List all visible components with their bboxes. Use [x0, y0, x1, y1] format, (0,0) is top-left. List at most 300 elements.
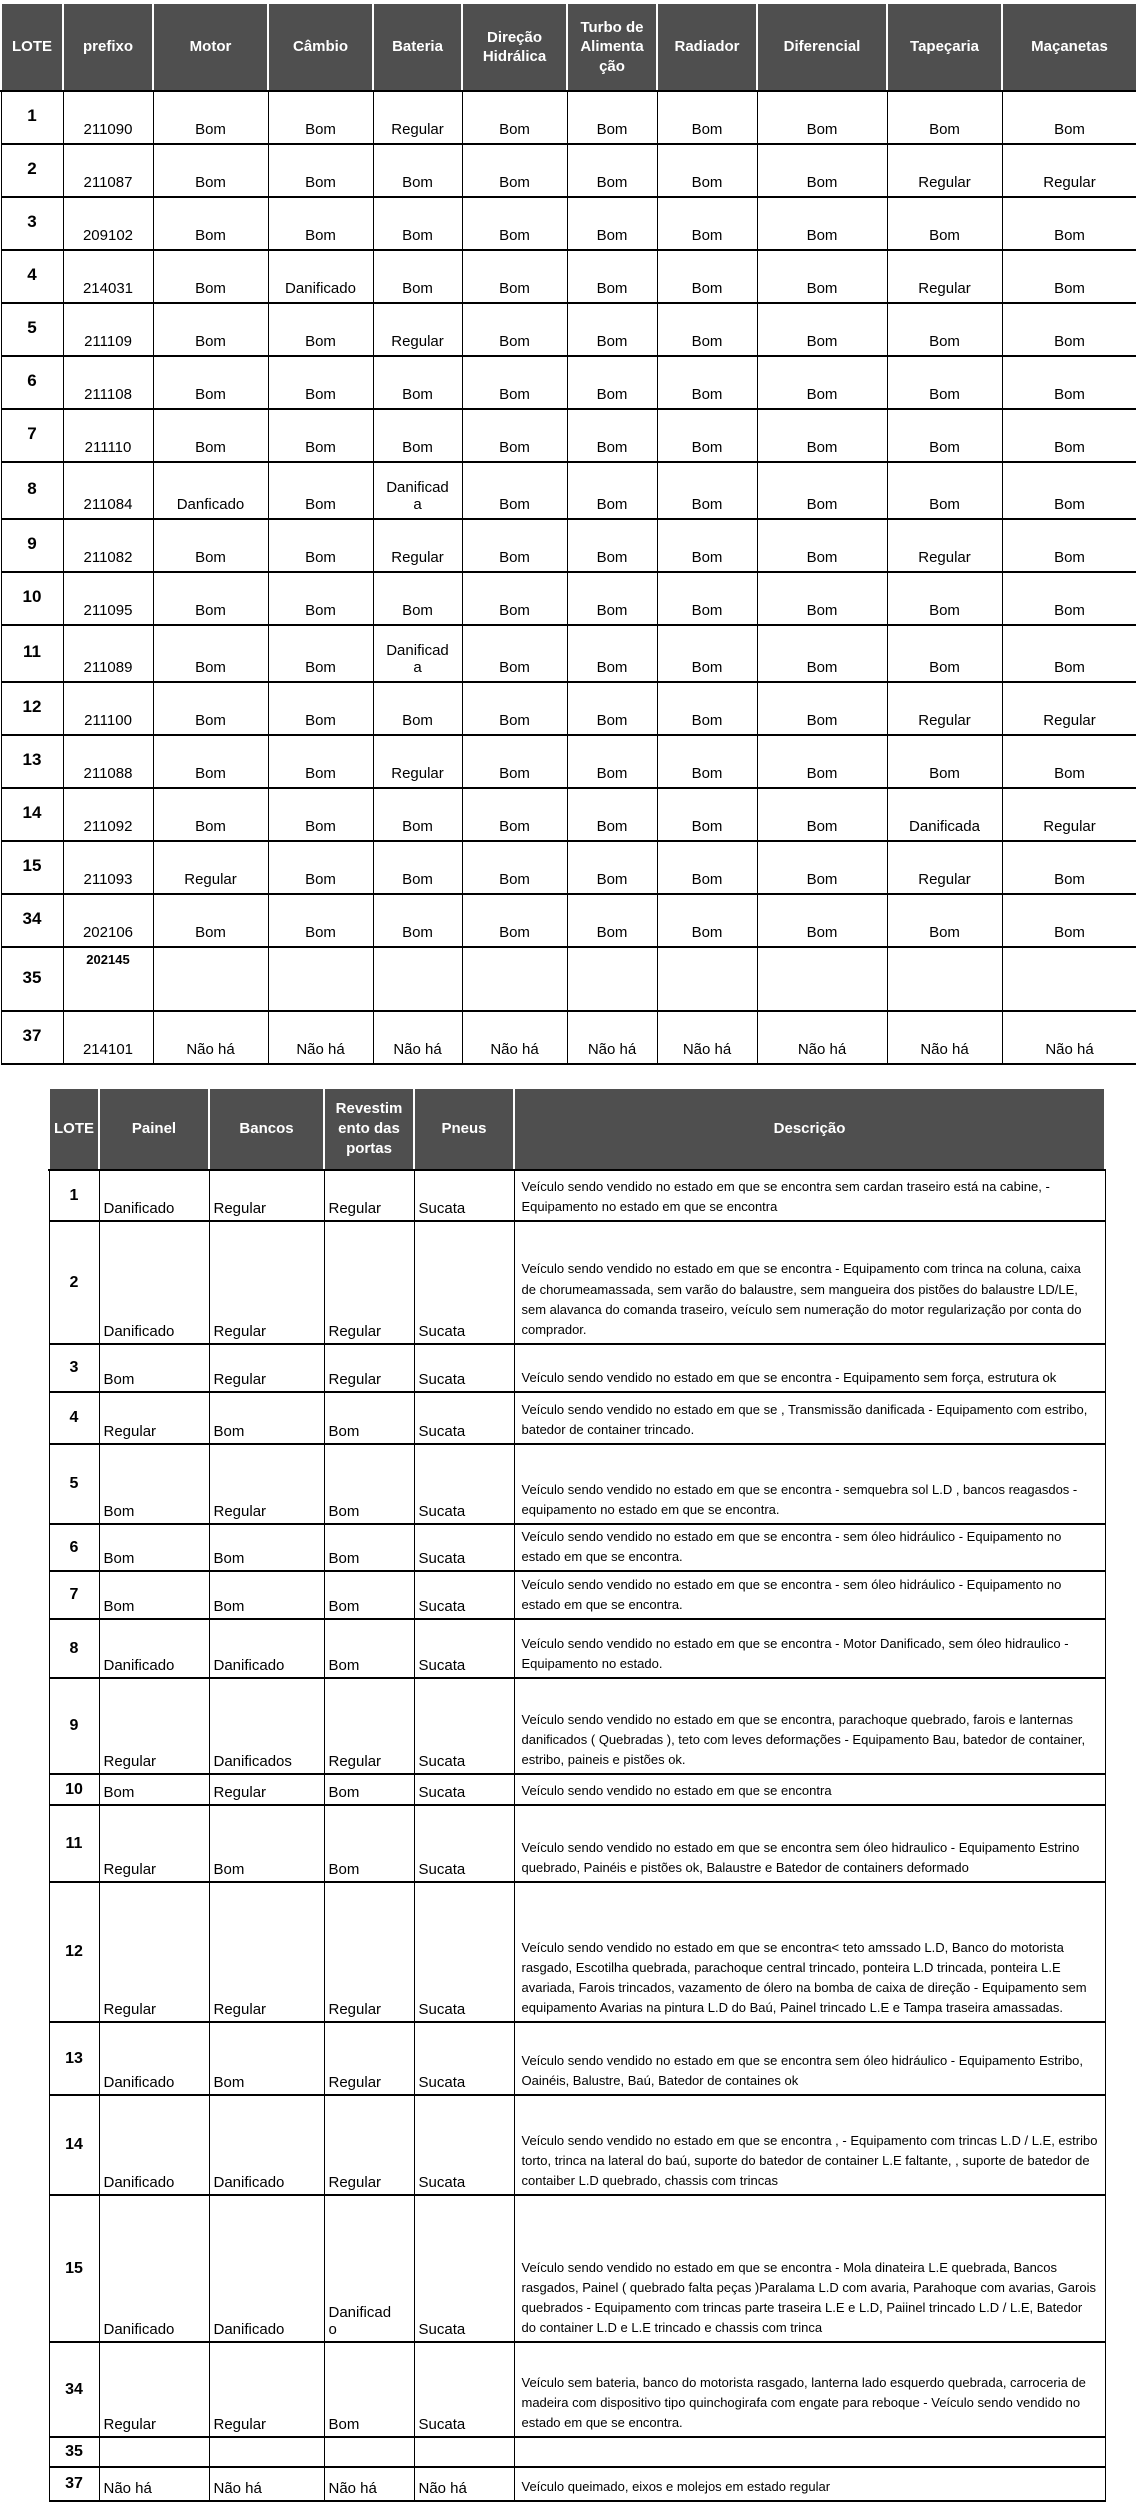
interior-condition-cell: Não há [99, 2467, 209, 2501]
mech-condition-cell: Danficado [153, 462, 268, 519]
mech-condition-cell: 214031 [63, 250, 153, 303]
interior-condition-cell: Sucata [414, 2342, 514, 2437]
mech-condition-cell: Bom [567, 409, 657, 462]
mech-condition-cell: Regular [373, 735, 462, 788]
mech-condition-cell: Bom [757, 519, 887, 572]
lote-number: 9 [1, 519, 63, 572]
mech-condition-cell: Não há [757, 1011, 887, 1064]
mech-condition-cell: Regular [887, 250, 1002, 303]
interior-condition-cell: Regular [324, 1678, 414, 1774]
mech-condition-cell: Bom [462, 409, 567, 462]
vehicle-lots-condition-report [0, 2, 1136, 2502]
lote-number: 7 [49, 1571, 99, 1619]
mech-table-row [1, 572, 1136, 625]
mech-condition-cell: Regular [373, 303, 462, 356]
lote-number: 15 [49, 2195, 99, 2342]
lote-number: 3 [49, 1344, 99, 1392]
mech-condition-cell: Bom [657, 144, 757, 197]
interior-condition-cell: Bom [324, 1444, 414, 1524]
mech-condition-cell: Bom [462, 462, 567, 519]
interior-condition-cell: Sucata [414, 1805, 514, 1882]
mech-col-header-3: Câmbio [268, 3, 373, 91]
mech-table-row [1, 625, 1136, 682]
interior-condition-cell: Sucata [414, 1524, 514, 1571]
interior-condition-cell: Bom [324, 1619, 414, 1678]
lote-number: 11 [1, 625, 63, 682]
lote-number: 34 [49, 2342, 99, 2437]
mech-condition-cell: Bom [462, 356, 567, 409]
interior-condition-cell: Regular [99, 1678, 209, 1774]
interior-condition-cell [414, 2437, 514, 2467]
interior-condition-cell: Bom [209, 1571, 324, 1619]
interior-condition-cell: Bom [99, 1444, 209, 1524]
mech-condition-cell: 211108 [63, 356, 153, 409]
interior-condition-cell: Danificado [99, 1170, 209, 1221]
mech-condition-cell: Bom [657, 462, 757, 519]
mech-condition-cell: Bom [373, 894, 462, 947]
mech-col-header-7: Radiador [657, 3, 757, 91]
mech-condition-cell: Bom [1002, 91, 1136, 144]
mech-condition-cell: Bom [567, 197, 657, 250]
mech-condition-cell: Bom [567, 356, 657, 409]
lote-number: 5 [1, 303, 63, 356]
mech-condition-cell: Bom [1002, 625, 1136, 682]
mech-table-row [1, 303, 1136, 356]
mech-condition-cell: Bom [757, 735, 887, 788]
mech-condition-cell: Bom [268, 841, 373, 894]
interior-condition-cell: Regular [209, 1774, 324, 1805]
mech-condition-cell: Bom [757, 682, 887, 735]
mech-condition-cell: Não há [567, 1011, 657, 1064]
mech-condition-cell: Bom [268, 409, 373, 462]
mech-condition-cell: 202106 [63, 894, 153, 947]
mech-table-row [1, 947, 1136, 1011]
mech-condition-cell: Regular [1002, 144, 1136, 197]
interior-condition-cell: Bom [324, 1774, 414, 1805]
mech-condition-cell: Bom [657, 91, 757, 144]
mech-condition-cell: Bom [153, 788, 268, 841]
interior-condition-cell: Sucata [414, 1344, 514, 1392]
mech-condition-cell: Bom [567, 788, 657, 841]
mech-table-row [1, 144, 1136, 197]
lote-number: 9 [49, 1678, 99, 1774]
interior-condition-cell: Bom [99, 1774, 209, 1805]
mech-condition-cell: Bom [268, 356, 373, 409]
mech-condition-cell: Bom [887, 572, 1002, 625]
mech-condition-cell: Bom [1002, 462, 1136, 519]
interior-table-row [49, 1392, 1105, 1444]
lote-number: 34 [1, 894, 63, 947]
mech-condition-cell: 211084 [63, 462, 153, 519]
mech-condition-cell: Bom [1002, 409, 1136, 462]
mech-condition-cell: Bom [373, 682, 462, 735]
mech-condition-cell: Bom [757, 894, 887, 947]
mech-condition-cell: Regular [887, 682, 1002, 735]
mech-condition-cell: Bom [567, 894, 657, 947]
interior-condition-cell: Bom [324, 1524, 414, 1571]
mech-condition-cell: Bom [567, 91, 657, 144]
descricao-cell: Veículo sendo vendido no estado em que se encontra< teto amssado L.D, Banco do motorista rasgado, Escotilha quebrada, parachoque central trincado, ponteira L.D trincada, ponteira L.E avariada, Farois trincados, vazamento de ólero na bomba de caixa de direção - Equipamento sem equipamento Avarias na pintura L.D do Baú, Painel trincado L.E e Tampa traseira amassadas. [514, 1882, 1105, 2022]
interior-table-row [49, 2467, 1105, 2501]
mech-condition-cell: Bom [268, 462, 373, 519]
lote-number: 12 [49, 1882, 99, 2022]
descricao-cell: Veículo sendo vendido no estado em que se encontra [514, 1774, 1105, 1805]
mech-col-header-9: Tapeçaria [887, 3, 1002, 91]
mech-condition-cell: Bom [268, 894, 373, 947]
interior-condition-cell: Regular [99, 1882, 209, 2022]
lote-number: 4 [1, 250, 63, 303]
lote-number: 35 [1, 947, 63, 1011]
mech-col-header-8: Diferencial [757, 3, 887, 91]
interior-condition-cell: Não há [324, 2467, 414, 2501]
mech-condition-cell: 211093 [63, 841, 153, 894]
mech-condition-cell: Bom [462, 197, 567, 250]
mech-condition-cell: Bom [153, 409, 268, 462]
interior-table-row [49, 1444, 1105, 1524]
interior-condition-cell: Sucata [414, 2095, 514, 2195]
lote-number: 6 [1, 356, 63, 409]
mech-condition-cell: 211110 [63, 409, 153, 462]
mech-condition-cell: Regular [887, 144, 1002, 197]
mech-condition-cell: Bom [373, 356, 462, 409]
mech-condition-cell: Bom [887, 462, 1002, 519]
mech-condition-cell: Bom [757, 91, 887, 144]
lote-number: 8 [49, 1619, 99, 1678]
interior-condition-cell: Bom [324, 1571, 414, 1619]
mech-condition-cell: Bom [657, 250, 757, 303]
lote-number: 12 [1, 682, 63, 735]
mech-condition-cell: Bom [757, 572, 887, 625]
mech-condition-cell: Bom [373, 572, 462, 625]
mech-condition-cell: Bom [1002, 303, 1136, 356]
interior-table-row [49, 2022, 1105, 2095]
lote-number: 15 [1, 841, 63, 894]
interior-condition-cell: Danificado [209, 1619, 324, 1678]
interior-condition-cell: Sucata [414, 1444, 514, 1524]
lote-number: 13 [1, 735, 63, 788]
interior-condition-cell: Bom [209, 1805, 324, 1882]
mech-condition-cell: Não há [1002, 1011, 1136, 1064]
interior-condition-cell: Danificado [209, 2195, 324, 2342]
mech-condition-cell: Danificada [887, 788, 1002, 841]
mech-condition-cell: Bom [462, 625, 567, 682]
descricao-cell: Veículo sendo vendido no estado em que se encontra, parachoque quebrado, farois e lanternas danificados ( Quebradas ), teto com leves deformações - Equipamento Bau, batedor de container, estribo, paineis e pistões ok. [514, 1678, 1105, 1774]
mech-condition-cell: Bom [462, 303, 567, 356]
mech-condition-cell: Bom [887, 303, 1002, 356]
mech-condition-cell: Bom [657, 682, 757, 735]
mech-condition-cell: Bom [462, 144, 567, 197]
mech-condition-cell: Danificada [373, 462, 462, 519]
mech-condition-cell: Bom [657, 788, 757, 841]
interior-condition-cell: Sucata [414, 1571, 514, 1619]
interior-condition-cell: Sucata [414, 1882, 514, 2022]
interior-table-row [49, 1221, 1105, 1344]
mech-condition-cell: Bom [268, 91, 373, 144]
interior-table-row [49, 1774, 1105, 1805]
mech-condition-cell: Regular [373, 91, 462, 144]
mech-condition-cell: Bom [567, 735, 657, 788]
mech-condition-cell: Bom [153, 303, 268, 356]
mech-condition-cell: Bom [268, 519, 373, 572]
mech-col-header-4: Bateria [373, 3, 462, 91]
mech-table-row [1, 356, 1136, 409]
interior-condition-cell: Regular [209, 1170, 324, 1221]
mech-condition-cell: Não há [462, 1011, 567, 1064]
descricao-cell: Veículo sendo vendido no estado em que se encontra sem cardan traseiro está na cabine, - Equipamento no estado em que se encontra [514, 1170, 1105, 1221]
mech-condition-cell: Bom [757, 303, 887, 356]
mech-condition-cell: 211087 [63, 144, 153, 197]
mech-condition-cell: Bom [1002, 197, 1136, 250]
mech-condition-cell: Bom [268, 788, 373, 841]
mech-condition-cell: Bom [887, 625, 1002, 682]
interior-condition-cell: Bom [324, 1392, 414, 1444]
mech-condition-cell: Bom [373, 409, 462, 462]
mech-col-header-6: Turbo de Alimentação [567, 3, 657, 91]
mech-condition-cell: Bom [567, 462, 657, 519]
mech-condition-cell: Regular [887, 519, 1002, 572]
mech-condition-cell: Bom [268, 144, 373, 197]
mech-condition-cell: Bom [462, 735, 567, 788]
mech-condition-cell: Não há [373, 1011, 462, 1064]
interior-table-row [49, 2342, 1105, 2437]
interior-condition-cell: Regular [324, 1221, 414, 1344]
interior-table-row [49, 2095, 1105, 2195]
mech-condition-cell: 211095 [63, 572, 153, 625]
mech-condition-cell: Bom [657, 572, 757, 625]
mech-condition-cell: Bom [887, 356, 1002, 409]
lote-number: 10 [1, 572, 63, 625]
interior-table-row [49, 1170, 1105, 1221]
mech-condition-cell: Regular [153, 841, 268, 894]
descricao-cell [514, 2437, 1105, 2467]
descricao-cell: Veículo sendo vendido no estado em que se encontra - Mola dinateira L.E quebrada, Bancos rasgados, Painel ( quebrado falta peças )Paralama L.D com avaria, Parahoque com avarias, Garois quebrados - Equipamento com trincas parte traseira L.E e L.D, Paiinel trincado L.D / L.E, Batedor do container L.D e L.E trincado e chassis com trinca [514, 2195, 1105, 2342]
mech-condition-cell: Bom [373, 144, 462, 197]
interior-table-header-row [49, 1088, 1105, 1170]
mech-condition-cell [373, 947, 462, 1011]
mech-condition-cell: Bom [153, 735, 268, 788]
mech-condition-cell: Bom [657, 625, 757, 682]
lote-number: 37 [1, 1011, 63, 1064]
interior-condition-cell: Regular [324, 2095, 414, 2195]
mech-condition-cell: Bom [373, 197, 462, 250]
mech-condition-cell: Bom [268, 197, 373, 250]
mech-condition-cell: Bom [153, 625, 268, 682]
descricao-cell: Veículo sendo vendido no estado em que se encontra - Motor Danificado, sem óleo hidraulico - Equipamento no estado. [514, 1619, 1105, 1678]
interior-condition-cell: Não há [209, 2467, 324, 2501]
mech-col-header-2: Motor [153, 3, 268, 91]
mech-col-header-0: LOTE [1, 3, 63, 91]
mech-condition-cell: Bom [657, 894, 757, 947]
interior-condition-cell: Regular [99, 1805, 209, 1882]
mech-condition-cell [268, 947, 373, 1011]
lote-number: 35 [49, 2437, 99, 2467]
mech-condition-cell: Bom [1002, 250, 1136, 303]
descricao-cell: Veículo sendo vendido no estado em que se , Transmissão danificada - Equipamento com estribo, batedor de container trincado. [514, 1392, 1105, 1444]
interior-condition-cell: Danificado [99, 2195, 209, 2342]
mech-table-row [1, 91, 1136, 144]
mech-condition-cell: 209102 [63, 197, 153, 250]
descricao-cell: Veículo sendo vendido no estado em que se encontra - sem óleo hidráulico - Equipamento no estado em que se encontra. [514, 1524, 1105, 1571]
mech-condition-cell: Bom [153, 197, 268, 250]
mech-condition-cell: Bom [757, 788, 887, 841]
mech-condition-cell: Bom [567, 519, 657, 572]
mech-condition-cell: Bom [153, 356, 268, 409]
interior-condition-cell: Regular [324, 1882, 414, 2022]
descricao-cell: Veículo sendo vendido no estado em que se encontra - semquebra sol L.D , bancos reagasdos - equipamento no estado em que se encontra. [514, 1444, 1105, 1524]
interior-col-header-4: Pneus [414, 1088, 514, 1170]
mech-condition-cell: Bom [153, 91, 268, 144]
descricao-cell: Veículo sendo vendido no estado em que se encontra sem óleo hidraulico - Equipamento Estrino quebrado, Painéis e pistões ok, Balaustre e Batedor de containers deformado [514, 1805, 1105, 1882]
mech-condition-cell: Bom [462, 91, 567, 144]
mech-table-row [1, 197, 1136, 250]
mech-condition-cell: Bom [462, 682, 567, 735]
interior-table-row [49, 1678, 1105, 1774]
mech-table-row [1, 409, 1136, 462]
interior-condition-cell [99, 2437, 209, 2467]
mech-condition-cell: Bom [757, 409, 887, 462]
mech-condition-cell: Bom [462, 250, 567, 303]
interior-table-row [49, 1524, 1105, 1571]
interior-condition-cell: Danificados [209, 1678, 324, 1774]
mech-table-row [1, 250, 1136, 303]
interior-col-header-0: LOTE [49, 1088, 99, 1170]
interior-table-row [49, 1805, 1105, 1882]
lote-number: 1 [49, 1170, 99, 1221]
interior-condition-cell: Danificado [99, 1619, 209, 1678]
mech-condition-cell: Bom [887, 91, 1002, 144]
mech-condition-cell: Bom [757, 197, 887, 250]
mech-condition-cell: 211089 [63, 625, 153, 682]
mech-condition-cell: 211100 [63, 682, 153, 735]
lote-number: 10 [49, 1774, 99, 1805]
lote-number: 8 [1, 462, 63, 519]
mech-condition-cell: Bom [567, 572, 657, 625]
mech-condition-cell: 214101 [63, 1011, 153, 1064]
mech-condition-cell: 202145 [63, 947, 153, 1011]
mech-condition-cell: Bom [657, 197, 757, 250]
mech-condition-cell [462, 947, 567, 1011]
interior-table-row [49, 2195, 1105, 2342]
mech-table-row [1, 462, 1136, 519]
interior-condition-cell: Danificado [99, 2095, 209, 2195]
descricao-cell: Veículo sendo vendido no estado em que se encontra sem óleo hidráulico - Equipamento Estribo, Oainéis, Balustre, Baú, Batedor de containes ok [514, 2022, 1105, 2095]
mech-condition-cell: 211088 [63, 735, 153, 788]
mech-condition-cell: Bom [887, 894, 1002, 947]
interior-condition-cell: Bom [324, 2342, 414, 2437]
interior-condition-cell: Sucata [414, 1170, 514, 1221]
mech-table-row [1, 788, 1136, 841]
mech-condition-cell: Bom [567, 625, 657, 682]
interior-condition-cell: Bom [324, 1805, 414, 1882]
mech-condition-cell: Bom [887, 197, 1002, 250]
mech-table-row [1, 841, 1136, 894]
interior-condition-cell: Danificado [324, 2195, 414, 2342]
mech-condition-cell: Bom [567, 841, 657, 894]
mech-condition-cell: Regular [1002, 788, 1136, 841]
mech-condition-cell: Bom [1002, 841, 1136, 894]
lote-number: 4 [49, 1392, 99, 1444]
mech-condition-cell: Danificado [268, 250, 373, 303]
interior-condition-cell: Regular [209, 1221, 324, 1344]
mech-condition-cell: Danificada [373, 625, 462, 682]
interior-condition-cell: Sucata [414, 2022, 514, 2095]
mech-condition-cell: Bom [153, 144, 268, 197]
interior-condition-cell: Bom [209, 2022, 324, 2095]
mech-condition-cell: Bom [1002, 572, 1136, 625]
interior-condition-cell: Regular [209, 1444, 324, 1524]
interior-condition-cell: Danificado [209, 2095, 324, 2195]
mech-condition-cell: Bom [757, 462, 887, 519]
interior-table-row [49, 1571, 1105, 1619]
mech-condition-cell [657, 947, 757, 1011]
mech-condition-cell: Bom [373, 788, 462, 841]
interior-condition-cell: Danificado [99, 2022, 209, 2095]
mech-condition-cell: Bom [567, 250, 657, 303]
interior-table-row [49, 1882, 1105, 2022]
mech-condition-cell [757, 947, 887, 1011]
mech-col-header-10: Maçanetas [1002, 3, 1136, 91]
lote-number: 2 [1, 144, 63, 197]
mech-condition-cell: Bom [153, 894, 268, 947]
mech-condition-cell: Bom [462, 841, 567, 894]
mech-condition-cell: Bom [268, 682, 373, 735]
lote-number: 1 [1, 91, 63, 144]
mech-condition-cell: Bom [757, 144, 887, 197]
interior-condition-cell: Bom [209, 1524, 324, 1571]
interior-condition-cell: Regular [209, 2342, 324, 2437]
mech-condition-cell: Bom [153, 572, 268, 625]
interior-condition-cell: Regular [209, 1344, 324, 1392]
mech-condition-cell: Bom [1002, 735, 1136, 788]
lote-number: 7 [1, 409, 63, 462]
mech-condition-cell: Bom [757, 356, 887, 409]
mech-condition-cell: Bom [567, 682, 657, 735]
mech-condition-cell: Bom [887, 735, 1002, 788]
mech-condition-cell: Não há [268, 1011, 373, 1064]
interior-condition-cell: Sucata [414, 1221, 514, 1344]
interior-condition-cell: Sucata [414, 2195, 514, 2342]
interior-condition-cell: Regular [99, 2342, 209, 2437]
mech-condition-cell: Não há [153, 1011, 268, 1064]
mech-condition-cell: Bom [1002, 356, 1136, 409]
interior-col-header-1: Painel [99, 1088, 209, 1170]
mech-condition-cell: Bom [567, 303, 657, 356]
descricao-cell: Veículo sendo vendido no estado em que se encontra - Equipamento com trinca na coluna, caixa de chorumeamassada, sem varão do balaustre, sem mangueira dos pistões do balaustre LD/LE, sem alavanca do comanda traseiro, veículo sem numeração do motor regularização por conta do comprador. [514, 1221, 1105, 1344]
mech-condition-cell [887, 947, 1002, 1011]
mech-condition-cell: 211109 [63, 303, 153, 356]
interior-condition-cell: Sucata [414, 1774, 514, 1805]
mech-condition-cell: Bom [153, 519, 268, 572]
descricao-cell: Veículo sendo vendido no estado em que se encontra - Equipamento sem força, estrutura ok [514, 1344, 1105, 1392]
mech-condition-cell: Bom [657, 735, 757, 788]
descricao-cell: Veículo sem bateria, banco do motorista rasgado, lanterna lado esquerdo quebrada, carroceria de madeira com dispositivo tipo quinchogirafa com engate para reboque - Veículo sendo vendido no estado em que se encontra. [514, 2342, 1105, 2437]
mech-condition-cell: Bom [153, 682, 268, 735]
interior-condition-description-table [48, 1087, 1106, 2502]
lote-number: 14 [1, 788, 63, 841]
mech-condition-cell: Não há [657, 1011, 757, 1064]
interior-condition-cell: Sucata [414, 1619, 514, 1678]
interior-condition-cell: Regular [99, 1392, 209, 1444]
mech-condition-cell: Bom [462, 788, 567, 841]
mech-condition-cell: Bom [1002, 894, 1136, 947]
lote-number: 14 [49, 2095, 99, 2195]
interior-col-header-3: Revestimento das portas [324, 1088, 414, 1170]
lote-number: 2 [49, 1221, 99, 1344]
interior-table-row [49, 2437, 1105, 2467]
mech-condition-cell: Bom [268, 735, 373, 788]
mech-table-row [1, 735, 1136, 788]
interior-table-row [49, 1344, 1105, 1392]
